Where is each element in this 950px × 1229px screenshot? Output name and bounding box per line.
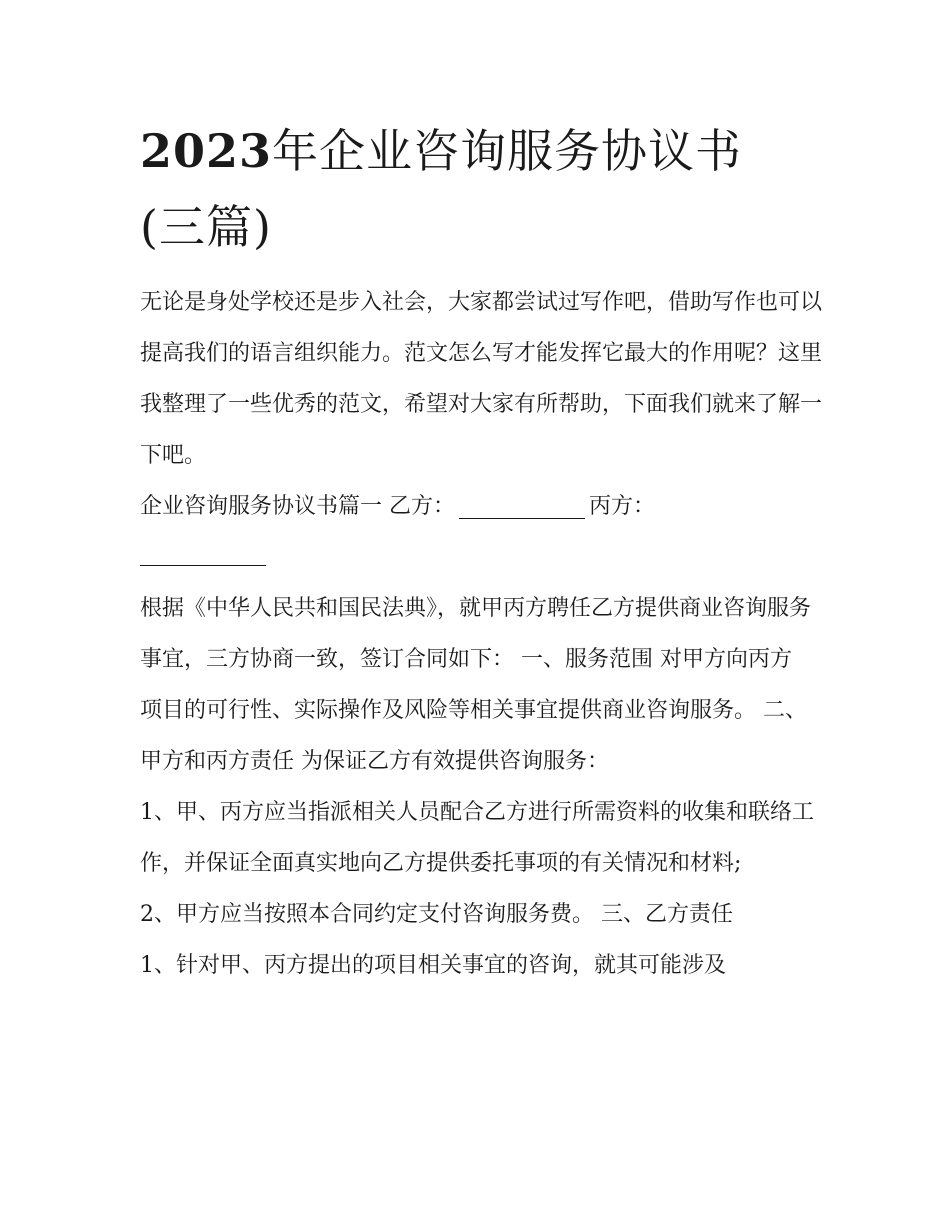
title-subtitle: (三篇) xyxy=(140,200,272,254)
document-title xyxy=(140,113,820,265)
party-c-blank xyxy=(140,543,266,566)
parties-line xyxy=(140,481,822,532)
party-c-blank-line xyxy=(140,532,822,583)
clause-item-2: 2、甲方应当按照本合同约定支付咨询服务费。 三、乙方责任 xyxy=(140,902,733,927)
parties-prefix: 企业咨询服务协议书篇一 乙方： xyxy=(140,494,455,519)
basis-paragraph: 根据《中华人民共和国民法典》，就甲丙方聘任乙方提供商业咨询服务事宜，三方协商一致，签订合同如下： 一、服务范围 对甲方向丙方 xyxy=(140,596,812,672)
document-body xyxy=(140,277,822,991)
scope-paragraph: 项目的可行性、实际操作及风险等相关事宜提供商业咨询服务。 二、甲方和丙方责任 为保证乙方有效提供咨询服务： xyxy=(140,698,807,774)
parties-mid: 丙方： xyxy=(589,494,656,519)
clause-item-3: 1、针对甲、丙方提出的项目相关事宜的咨询，就其可能涉及 xyxy=(140,953,726,978)
clause-item-1: 1、甲、丙方应当指派相关人员配合乙方进行所需资料的收集和联络工作，并保证全面真实地向乙方提供委托事项的有关情况和材料; xyxy=(140,800,814,876)
title-text: 年企业咨询服务协议书 xyxy=(272,124,743,178)
party-b-blank xyxy=(459,496,585,519)
intro-paragraph: 无论是身处学校还是步入社会，大家都尝试过写作吧，借助写作也可以提高我们的语言组织能力。范文怎么写才能发挥它最大的作用呢？这里我整理了一些优秀的范文，希望对大家有所帮助，下面我们就来了解一下吧。 xyxy=(140,290,823,468)
title-year: 2023 xyxy=(140,124,273,178)
